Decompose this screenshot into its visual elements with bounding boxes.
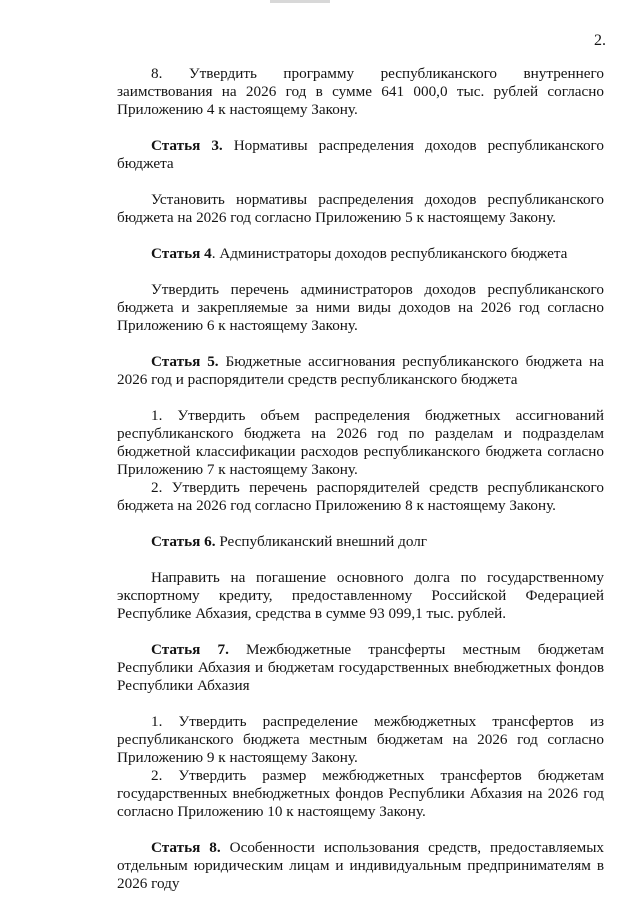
article-5-item-1: 1. Утвердить объем распределения бюджетных ассигнований республиканского бюджета на 2026 год по разделам и подразделам бюджетной классификации расходов республиканского бюджета согласно Приложению 7 к настоящему Закону. — [117, 407, 604, 478]
scan-artifact — [270, 0, 330, 3]
article-5-title: Бюджетные ассигнования республиканского бюджета на 2026 год и распорядители средств республиканского бюджета — [117, 353, 604, 388]
article-6-title: Республиканский внешний долг — [215, 533, 428, 550]
article-7-title: Межбюджетные трансферты местным бюджетам Республики Абхазия и бюджетам государственных внебюджетных фондов Республики Абхазия — [117, 641, 604, 694]
article-8-title: Особенности использования средств, предоставляемых отдельным юридическим лицам и индивидуальным предпринимателям в 2026 году — [117, 839, 605, 892]
article-7-item-1: 1. Утвердить распределение межбюджетных трансфертов из республиканского бюджета местным бюджетам на 2026 год согласно Приложению 9 к настоящему Закону. — [117, 713, 604, 766]
article-3-text: Установить нормативы распределения доходов республиканского бюджета на 2026 год согласно Приложению 5 к настоящему Закону. — [117, 191, 604, 226]
document-body — [117, 65, 604, 893]
article-3-label: Статья 3. — [151, 137, 223, 154]
article-7-label: Статья 7. — [151, 641, 229, 658]
article-4-text: Утвердить перечень администраторов доходов республиканского бюджета и закрепляемые за ними виды доходов на 2026 год согласно Приложению 6 к настоящему Закону. — [117, 281, 604, 334]
article-4-heading — [117, 245, 604, 263]
article-7-heading — [117, 641, 604, 695]
article-7-item-2: 2. Утвердить размер межбюджетных трансфертов бюджетам государственных внебюджетных фондов Республики Абхазия на 2026 год согласно Приложению 10 к настоящему Закону. — [117, 767, 604, 820]
article-6-label: Статья 6. — [151, 533, 216, 550]
article-8-label: Статья 8. — [151, 839, 221, 856]
article-5-heading — [117, 353, 604, 389]
article-4-title: . Администраторы доходов республиканского бюджета — [211, 245, 568, 262]
article-3-heading — [117, 137, 604, 173]
article-8-heading — [117, 839, 604, 893]
article-6-text: Направить на погашение основного долга по государственному экспортному кредиту, предоставленному Российской Федерацией Республике Абхазия, средства в сумме 93 099,1 тыс. рублей. — [117, 569, 604, 622]
page-number: 2. — [594, 32, 606, 49]
article-6-heading — [117, 533, 604, 551]
article-4-label: Статья 4 — [151, 245, 212, 262]
paragraph-item-8: 8. Утвердить программу республиканского внутреннего заимствования на 2026 год в сумме 641 000,0 тыс. рублей согласно Приложению 4 к настоящему Закону. — [117, 65, 604, 118]
article-5-item-2: 2. Утвердить перечень распорядителей средств республиканского бюджета на 2026 год согласно Приложению 8 к настоящему Закону. — [117, 479, 604, 514]
article-5-label: Статья 5. — [151, 353, 219, 370]
article-3-title: Нормативы распределения доходов республиканского бюджета — [117, 137, 605, 172]
